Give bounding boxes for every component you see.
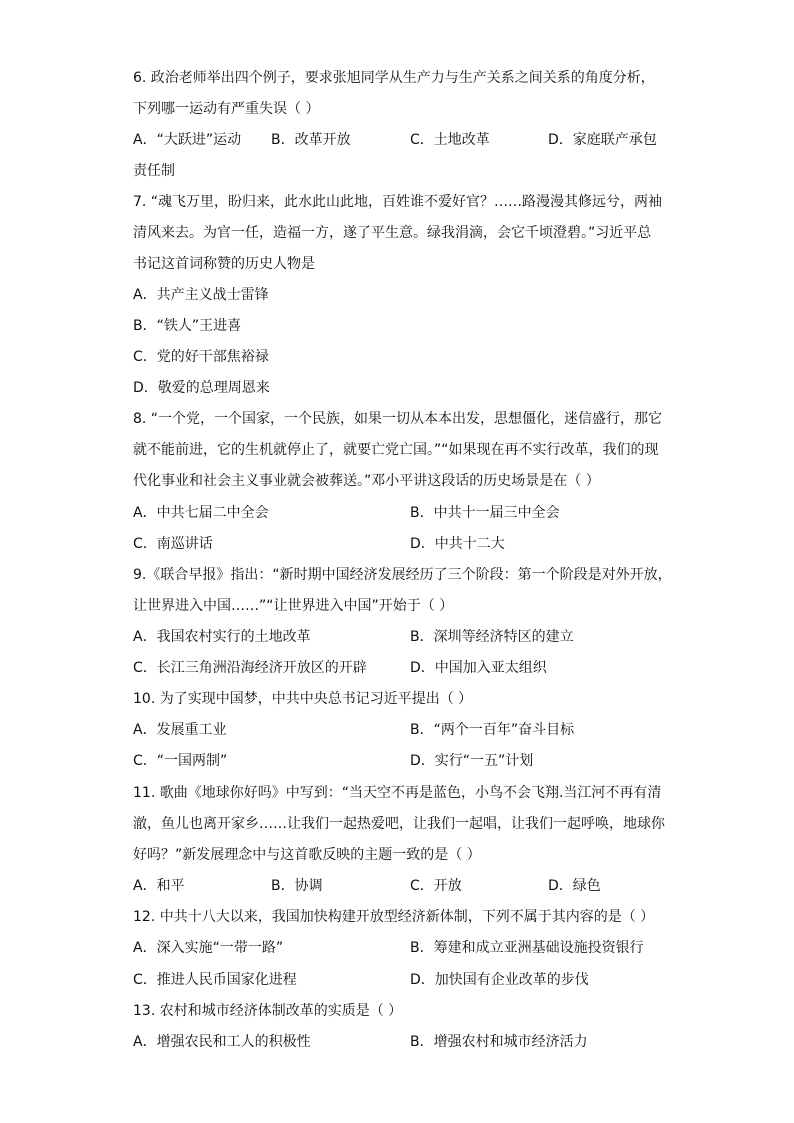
question-11-option-d[interactable]: D．绿色 <box>548 878 601 894</box>
question-7-stem-line-3: 书记这首词称赞的历史人物是 <box>133 256 315 272</box>
question-7-stem-line-1: 7. “魂飞万里，盼归来，此水此山此地，百姓谁不爱好官？……路漫漫其修远兮，两袖 <box>133 194 663 210</box>
question-11-option-a[interactable]: A．和平 <box>133 878 185 894</box>
question-10-stem: 10. 为了实现中国梦，中共中央总书记习近平提出（ ） <box>133 691 473 707</box>
question-12-option-b[interactable]: B．筹建和成立亚洲基础设施投资银行 <box>410 940 644 956</box>
question-12-stem: 12. 中共十八大以来，我国加快构建开放型经济新体制，下列不属于其内容的是（ ） <box>133 909 655 925</box>
question-9-option-c[interactable]: C．长江三角洲沿海经济开放区的开辟 <box>133 660 367 676</box>
question-12-option-d[interactable]: D．加快国有企业改革的步伐 <box>410 972 589 988</box>
question-8-stem-line-2: 就不能前进，它的生机就停止了，就要亡党亡国。”“如果现在再不实行改革，我们的现 <box>133 442 659 458</box>
question-13-option-b[interactable]: B．增强农村和城市经济活力 <box>410 1034 588 1050</box>
question-12-option-c[interactable]: C．推进人民币国家化进程 <box>133 972 297 988</box>
question-7-option-b[interactable]: B．“铁人”王进喜 <box>133 318 242 334</box>
question-10-option-a[interactable]: A．发展重工业 <box>133 722 227 738</box>
question-10-option-d[interactable]: D．实行“一五”计划 <box>410 753 534 769</box>
question-6-stem-line-1: 6. 政治老师举出四个例子，要求张旭同学从生产力与生产关系之间关系的角度分析， <box>133 70 655 86</box>
question-13-option-a[interactable]: A．增强农民和工人的积极性 <box>133 1034 311 1050</box>
question-8-stem-line-3: 代化事业和社会主义事业就会被葬送。”邓小平讲这段话的历史场景是在（ ） <box>133 473 600 489</box>
question-8-option-a[interactable]: A．中共七届二中全会 <box>133 505 269 521</box>
question-7-stem-line-2: 清风来去。为官一任，造福一方，遂了平生意。绿我涓滴，会它千顷澄碧。”习近平总 <box>133 225 652 241</box>
question-12-option-a[interactable]: A．深入实施“一带一路” <box>133 940 284 956</box>
question-6-option-b[interactable]: B．改革开放 <box>271 132 351 148</box>
question-8-option-b[interactable]: B．中共十一届三中全会 <box>410 505 560 521</box>
question-9-option-a[interactable]: A．我国农村实行的土地改革 <box>133 629 311 645</box>
question-9-stem-line-2: 让世界进入中国……”“让世界进入中国”开始于（ ） <box>133 598 454 614</box>
question-6-option-c[interactable]: C．土地改革 <box>410 132 490 148</box>
question-6-option-a[interactable]: A．“大跃进”运动 <box>133 132 242 148</box>
question-6-option-d-continuation: 责任制 <box>133 163 175 179</box>
question-11-option-b[interactable]: B．协调 <box>271 878 323 894</box>
question-7-option-a[interactable]: A．共产主义战士雷锋 <box>133 287 269 303</box>
question-10-option-c[interactable]: C．“一国两制” <box>133 753 228 769</box>
question-8-option-c[interactable]: C．南巡讲话 <box>133 536 213 552</box>
question-13-stem: 13. 农村和城市经济体制改革的实质是（ ） <box>133 1003 403 1019</box>
question-6-option-d[interactable]: D．家庭联产承包 <box>548 132 657 148</box>
question-8-option-d[interactable]: D．中共十二大 <box>410 536 505 552</box>
question-11-stem-line-1: 11. 歌曲《地球你好吗》中写到：“当天空不再是蓝色，小鸟不会飞翔.当江河不再有清 <box>133 785 662 801</box>
question-9-stem-line-1: 9.《联合早报》指出：“新时期中国经济发展经历了三个阶段：第一个阶段是对外开放， <box>133 567 672 583</box>
question-11-option-c[interactable]: C．开放 <box>410 878 462 894</box>
question-7-option-d[interactable]: D．敬爱的总理周恩来 <box>133 380 270 396</box>
question-6-stem-line-2: 下列哪一运动有严重失误（ ） <box>133 101 320 117</box>
question-9-option-d[interactable]: D．中国加入亚太组织 <box>410 660 547 676</box>
question-11-stem-line-3: 好吗？”新发展理念中与这首歌反映的主题一致的是（ ） <box>133 847 481 863</box>
question-8-stem-line-1: 8. “一个党，一个国家，一个民族，如果一切从本本出发，思想僵化，迷信盛行，那它 <box>133 411 663 427</box>
question-10-option-b[interactable]: B．“两个一百年”奋斗目标 <box>410 722 575 738</box>
question-7-option-c[interactable]: C．党的好干部焦裕禄 <box>133 349 269 365</box>
question-11-stem-line-2: 澈，鱼儿也离开家乡……让我们一起热爱吧，让我们一起唱，让我们一起呼唤，地球你 <box>133 816 665 832</box>
question-9-option-b[interactable]: B．深圳等经济特区的建立 <box>410 629 574 645</box>
